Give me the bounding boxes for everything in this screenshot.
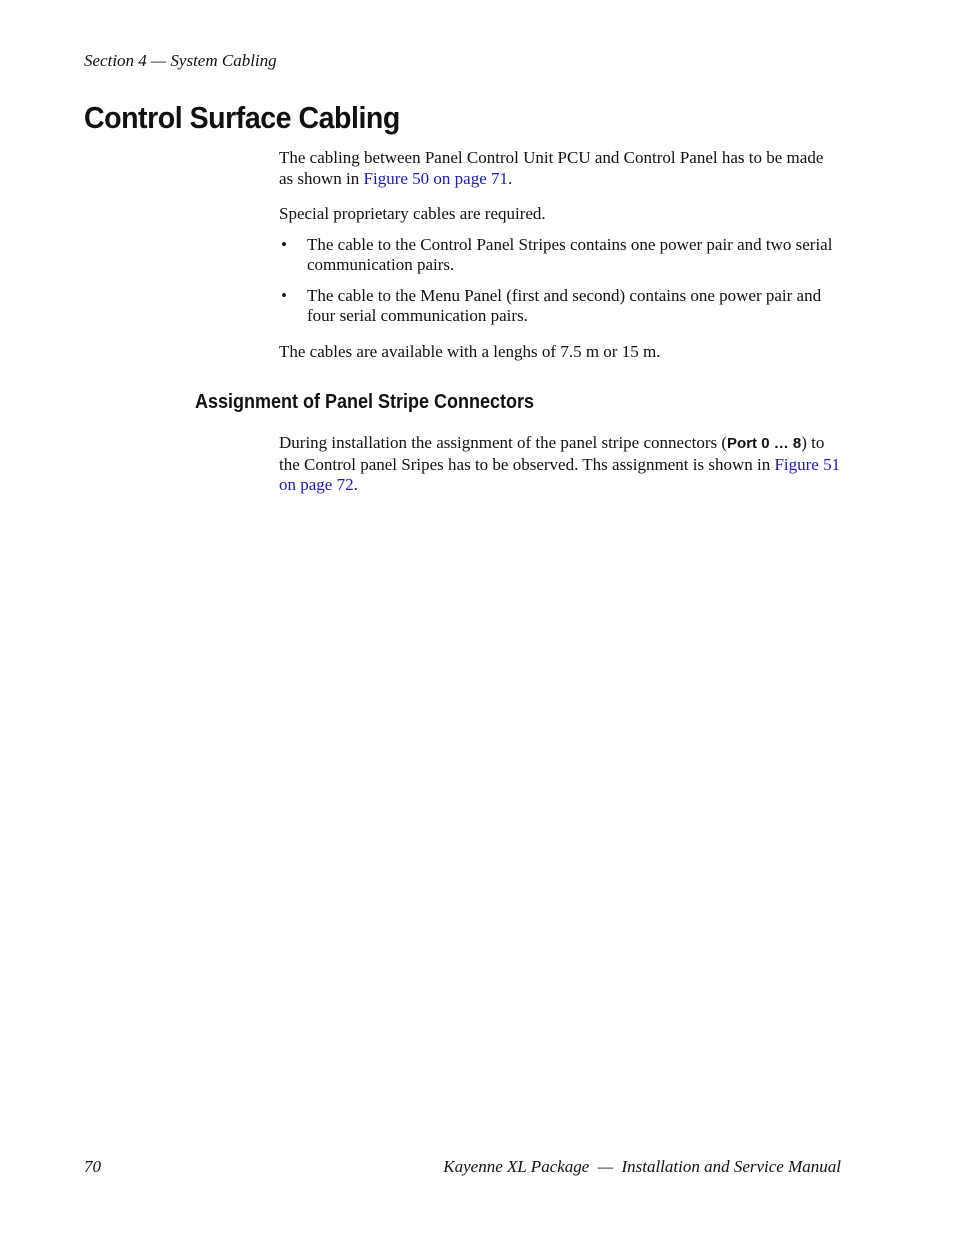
cable-bullet-list	[279, 235, 841, 327]
bullet-text: The cable to the Control Panel Stripes contains one power pair and two serial communication pairs.	[307, 234, 833, 274]
figure-50-link[interactable]: Figure 50 on page 71	[363, 168, 509, 188]
bullet-mark: •	[281, 285, 287, 305]
list-item	[279, 235, 841, 276]
intro-paragraph-1-text: The cabling between Panel Control Unit PCU and Control Panel has to be made as shown in	[279, 148, 824, 188]
section-paragraph-text: During installation the assignment of the panel stripe connectors (	[279, 433, 728, 452]
intro-paragraph-1-end: .	[508, 168, 513, 188]
list-item	[279, 286, 841, 327]
bullet-text: The cable to the Menu Panel (first and second) contains one power pair and four serial communication pairs.	[307, 285, 822, 325]
section-paragraph	[279, 433, 841, 496]
footer-manual-title: Kayenne XL Package — Installation and Service Manual	[443, 1157, 841, 1176]
intro-paragraph-1	[279, 148, 841, 189]
intro-paragraph-2: Special proprietary cables are required.	[279, 204, 546, 223]
page-title: Control Surface Cabling	[84, 100, 400, 135]
running-header: Section 4 — System Cabling	[84, 51, 277, 70]
port-range-label: Port 0 … 8	[727, 435, 802, 452]
intro-body	[279, 148, 841, 362]
page-number: 70	[84, 1157, 101, 1176]
section-heading: Assignment of Panel Stripe Connectors	[195, 391, 535, 413]
figure-51-link[interactable]: Figure 51 on page 72	[279, 454, 841, 494]
section-paragraph-middle: ) to the Control panel Sripes has to be observed. Ths assignment is shown in	[279, 433, 825, 474]
bullet-mark: •	[281, 234, 287, 254]
section-body	[279, 433, 841, 496]
intro-paragraph-3: The cables are available with a lenghs of 7.5 m or 15 m.	[279, 341, 661, 361]
section-paragraph-end: .	[353, 475, 358, 494]
